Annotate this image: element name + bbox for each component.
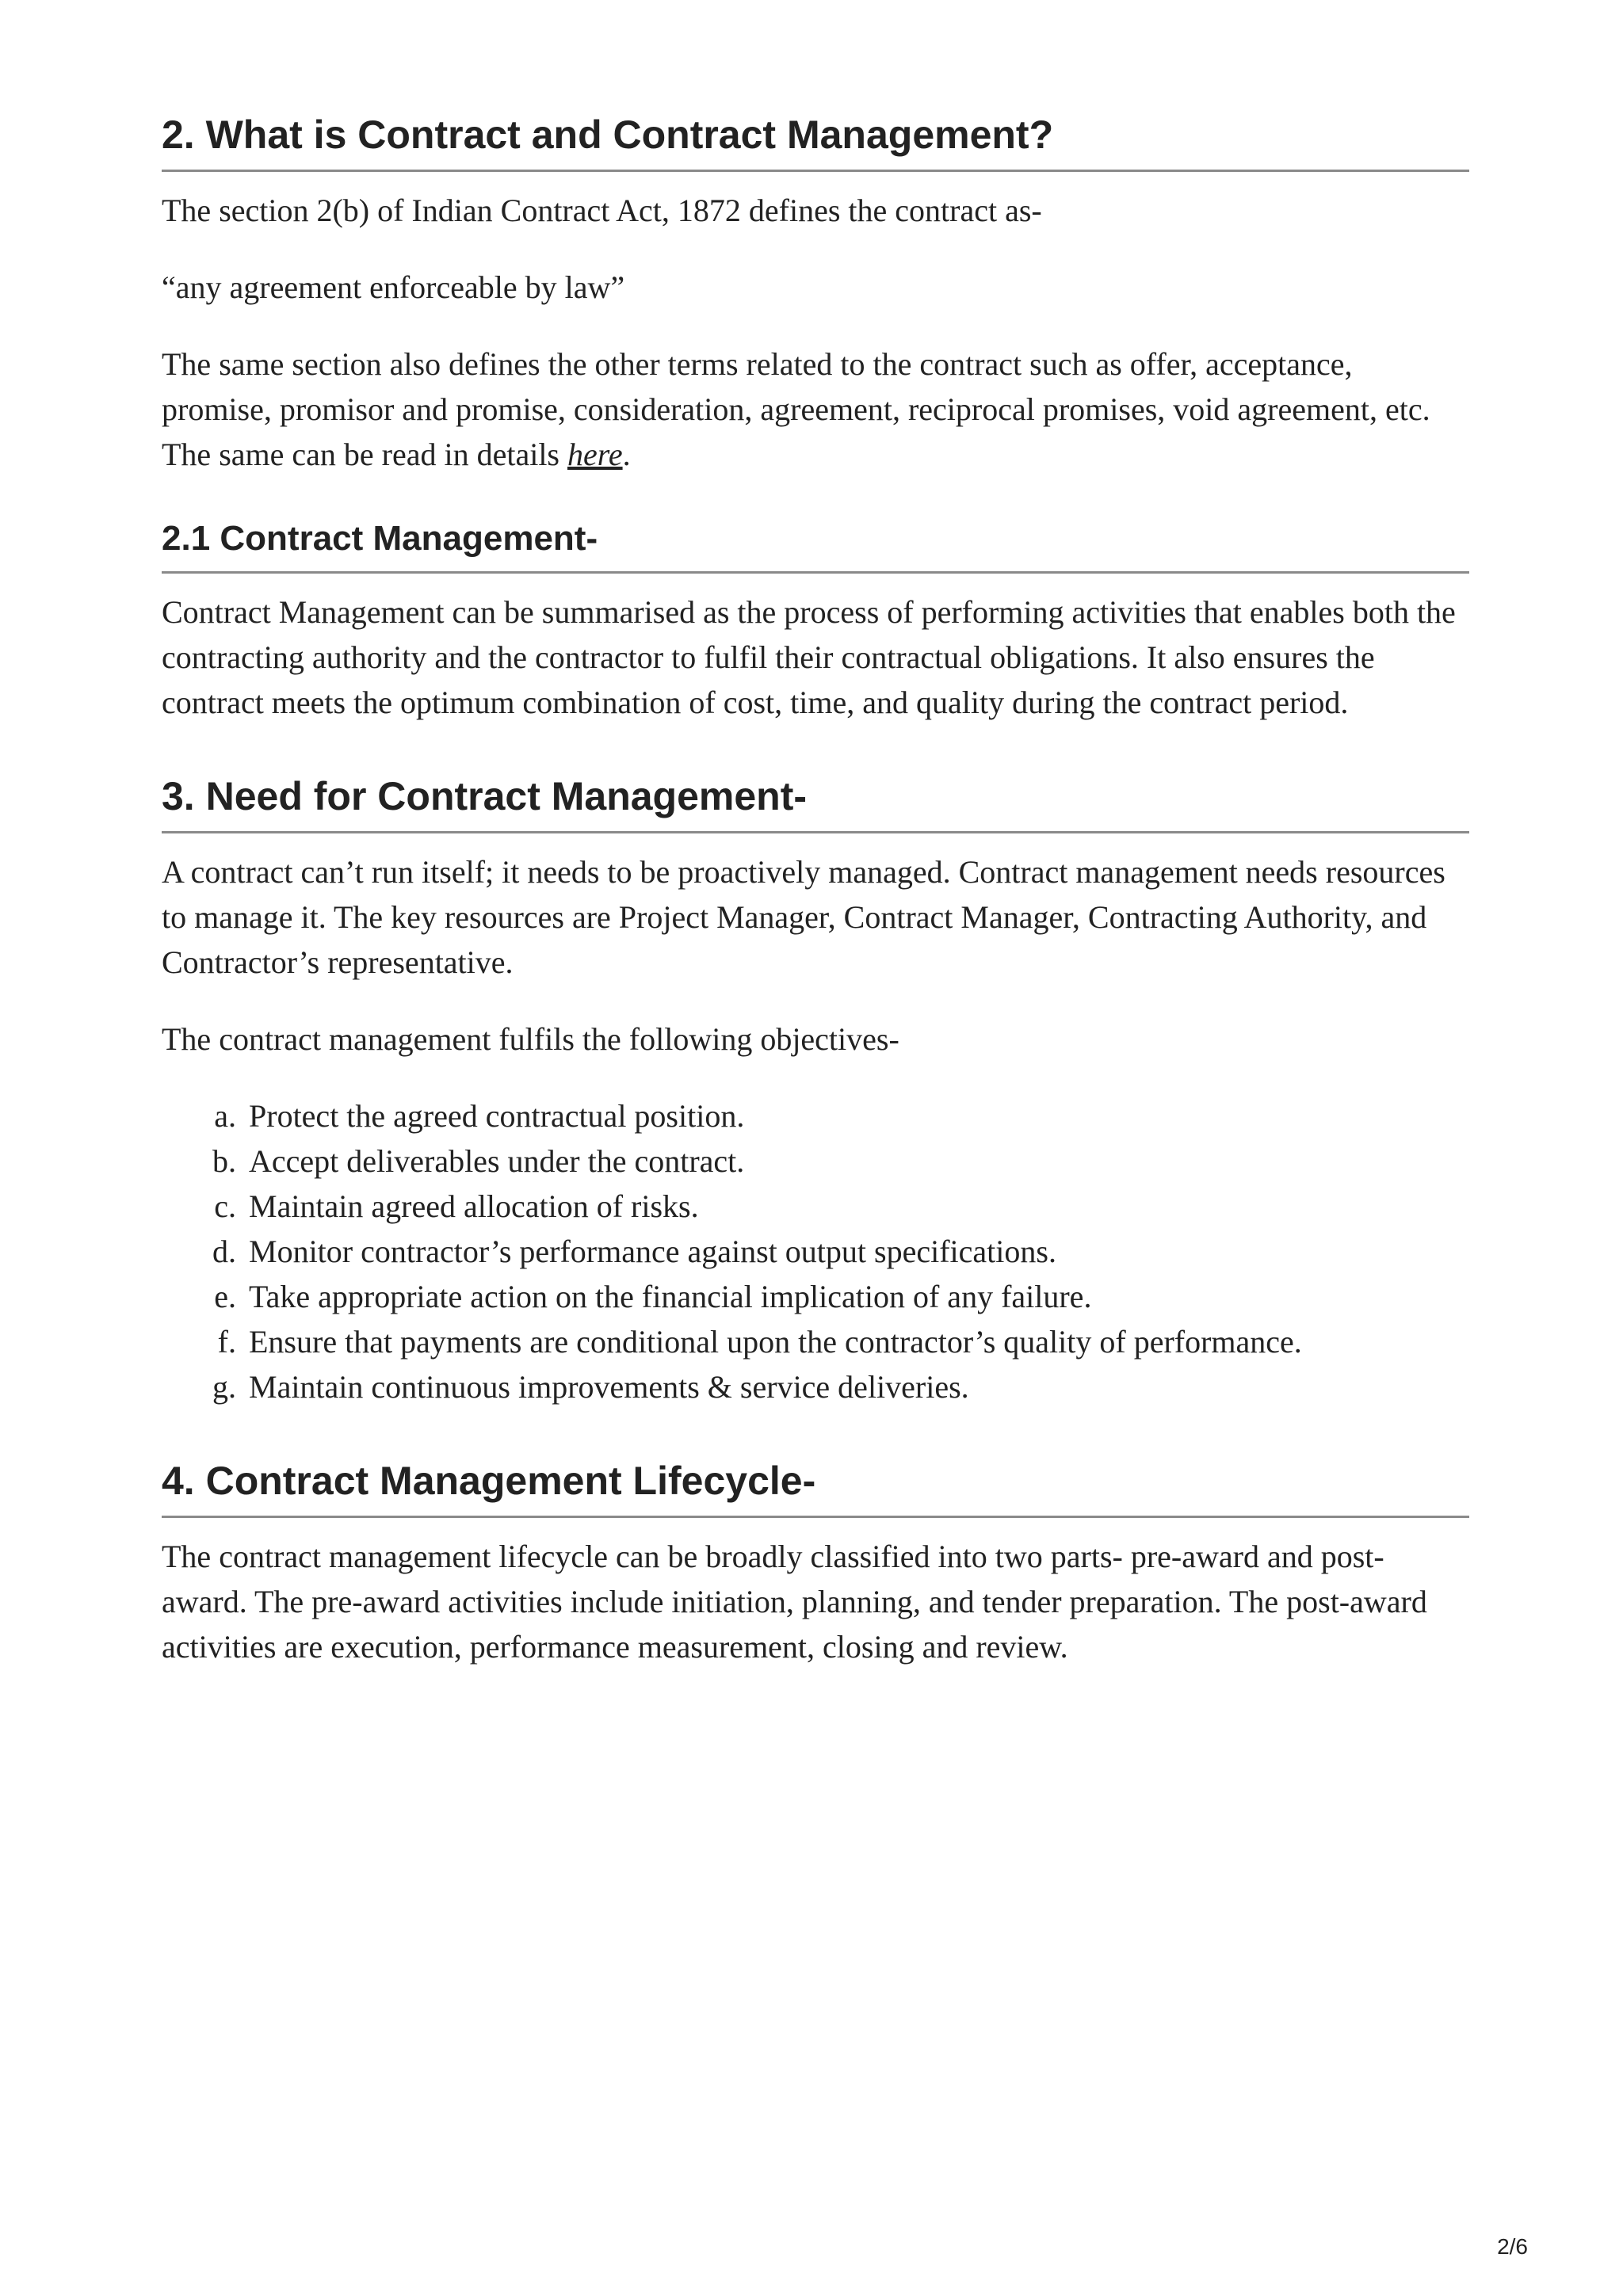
list-item: f. Ensure that payments are conditional upon the contractor’s quality of performance. xyxy=(244,1319,1469,1364)
page-content xyxy=(162,111,1469,1669)
section-3-paragraph-2: The contract management fulfils the following objectives- xyxy=(162,1020,899,1057)
section-3-heading: 3. Need for Contract Management- xyxy=(162,772,1469,833)
list-item: e. Take appropriate action on the financial implication of any failure. xyxy=(244,1274,1469,1319)
page-number: 2/6 xyxy=(1497,2234,1528,2259)
section-2-paragraph-3 xyxy=(162,341,1469,477)
section-2-1-paragraph: Contract Management can be summarised as the process of performing activities that enables both the contracting authority and the contractor to fulfil their contractual obligations. It also ensures the contract meets the optimum combination of cost, time, and quality during the contract period. xyxy=(162,593,1456,720)
list-item: g. Maintain continuous improvements & service deliveries. xyxy=(244,1364,1469,1409)
section-2-quote: “any agreement enforceable by law” xyxy=(162,269,625,305)
section-2-paragraph-1: The section 2(b) of Indian Contract Act, 1872 defines the contract as- xyxy=(162,193,1042,228)
list-item: c. Maintain agreed allocation of risks. xyxy=(244,1184,1469,1229)
section-3-paragraph-1: A contract can’t run itself; it needs to be proactively managed. Contract management needs resources to manage it. The key resources are Project Manager, Contract Manager, Contracting Authority, and Contractor’s representative. xyxy=(162,853,1445,980)
section-2-paragraph-3-end: . xyxy=(622,437,631,472)
here-link[interactable]: here xyxy=(567,437,623,472)
list-item: b. Accept deliverables under the contract. xyxy=(244,1138,1469,1184)
section-4-heading: 4. Contract Management Lifecycle- xyxy=(162,1457,1469,1518)
objectives-list xyxy=(162,1093,1469,1409)
section-2-1-heading: 2.1 Contract Management- xyxy=(162,518,1469,574)
list-item: a. Protect the agreed contractual position. xyxy=(244,1093,1469,1138)
list-item: d. Monitor contractor’s performance against output specifications. xyxy=(244,1229,1469,1274)
section-2-paragraph-3-text: The same section also defines the other terms related to the contract such as offer, acceptance, promise, promisor and promise, consideration, agreement, reciprocal promises, void agreement, etc. The same can be read in details xyxy=(162,346,1430,472)
section-2-heading: 2. What is Contract and Contract Management? xyxy=(162,111,1469,172)
section-4-paragraph: The contract management lifecycle can be broadly classified into two parts- pre-award and post-award. The pre-award activities include initiation, planning, and tender preparation. The post-award activities are execution, performance measurement, closing and review. xyxy=(162,1538,1427,1665)
